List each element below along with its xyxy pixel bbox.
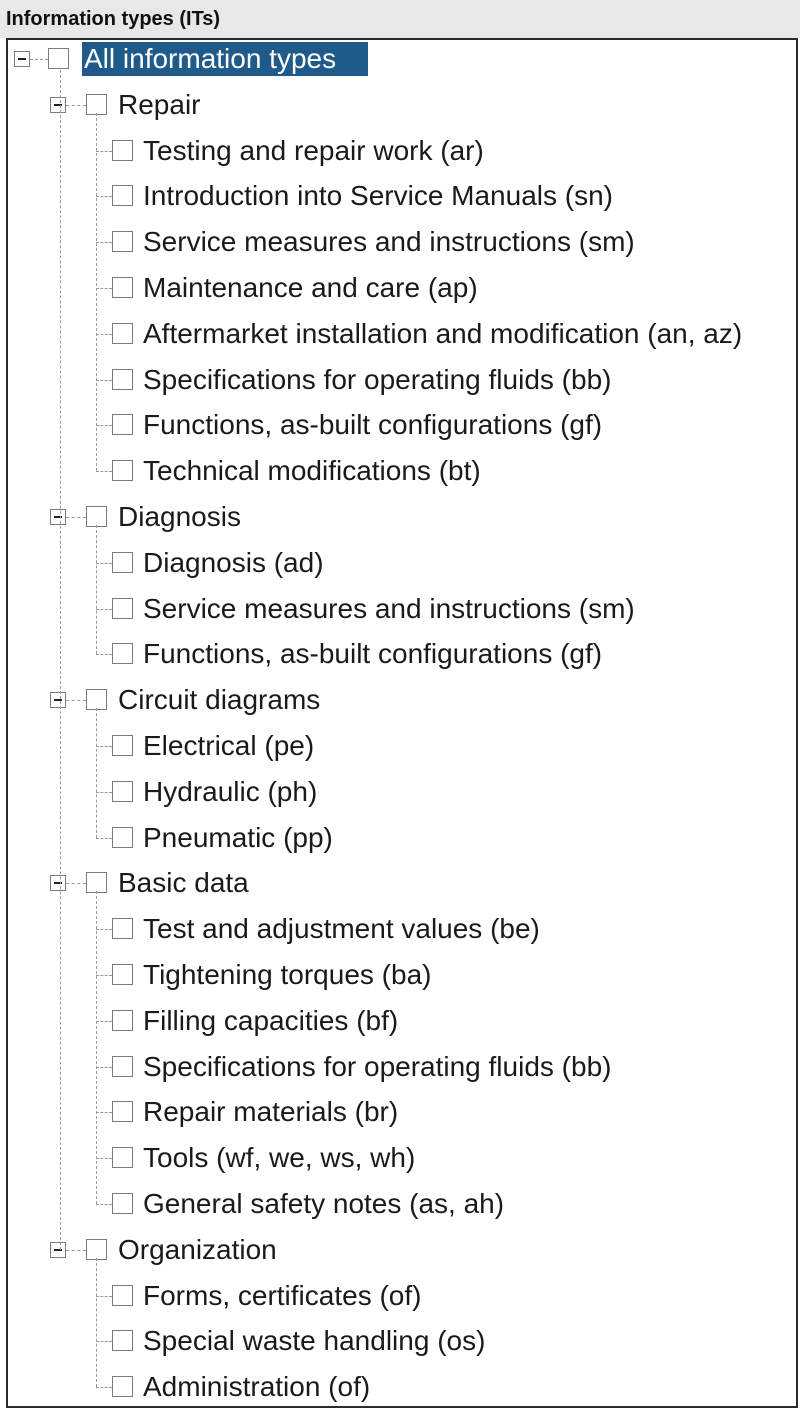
leaf-checkbox[interactable] [112,323,133,344]
tree-leaf-label[interactable]: Diagnosis (ad) [143,546,324,578]
tree-connector [96,1387,112,1388]
leaf-checkbox[interactable] [112,781,133,802]
tree-leaf-label[interactable]: Hydraulic (ph) [143,775,318,807]
panel-title: Information types (ITs) [0,0,800,38]
tree-leaf-label[interactable]: Tightening torques (ba) [143,959,432,990]
tree-connector [30,59,48,60]
tree-connector [96,1021,112,1022]
tree-leaf-label[interactable]: Administration (of) [143,1371,371,1403]
leaf-checkbox[interactable] [112,1010,133,1031]
tree-connector [96,151,112,152]
group-collapse-toggle-icon[interactable] [50,875,66,891]
all-information-types-checkbox[interactable] [48,48,69,69]
leaf-checkbox[interactable] [112,964,133,985]
tree-connector [96,975,112,976]
tree-connector [96,113,97,471]
tree-connector [96,1296,112,1297]
tree-leaf-label[interactable]: General safety notes (as, ah) [143,1188,505,1219]
tree-connector [96,242,112,243]
tree-leaf-label[interactable]: Functions, as-built configurations (gf) [143,409,603,441]
leaf-checkbox[interactable] [112,1147,133,1168]
tree-group-label[interactable]: Basic data [118,867,249,899]
tree-connector [66,700,86,701]
leaf-checkbox[interactable] [112,552,133,573]
tree-connector [96,471,112,472]
leaf-checkbox[interactable] [112,1101,133,1122]
leaf-checkbox[interactable] [112,185,133,206]
tree-connector [96,746,112,747]
leaf-checkbox[interactable] [112,1285,133,1306]
leaf-checkbox[interactable] [112,1376,133,1397]
tree-leaf-label[interactable]: Technical modifications (bt) [143,455,481,487]
tree-connector [96,196,112,197]
tree-connector [96,1341,112,1342]
tree-connector [96,929,112,930]
collapse-all-toggle-icon[interactable] [14,51,30,67]
leaf-checkbox[interactable] [112,827,133,848]
leaf-checkbox[interactable] [112,231,133,252]
tree-leaf-label[interactable]: Specifications for operating fluids (bb) [143,363,612,395]
tree-connector [96,654,112,655]
leaf-checkbox[interactable] [112,414,133,435]
leaf-checkbox[interactable] [112,918,133,939]
tree-connector [96,1112,112,1113]
tree-connector [96,1158,112,1159]
tree-connector [96,609,112,610]
leaf-checkbox[interactable] [112,643,133,664]
leaf-checkbox[interactable] [112,598,133,619]
tree-connector [66,105,86,106]
tree-connector [96,334,112,335]
tree-leaf-label[interactable]: Functions, as-built configurations (gf) [143,638,603,670]
tree-connector [96,1258,97,1387]
leaf-checkbox[interactable] [112,735,133,756]
group-collapse-toggle-icon[interactable] [50,97,66,113]
group-collapse-toggle-icon[interactable] [50,509,66,525]
tree-leaf-label[interactable]: Special waste handling (os) [143,1325,486,1357]
tree-leaf-label[interactable]: Introduction into Service Manuals (sn) [143,180,613,212]
tree-leaf-label[interactable]: Aftermarket installation and modification (an, az) [143,317,743,349]
tree-group-label[interactable]: Circuit diagrams [118,684,321,716]
group-checkbox[interactable] [86,872,107,893]
tree-leaf-label[interactable]: Test and adjustment values (be) [143,913,540,945]
tree-leaf-label[interactable]: Electrical (pe) [143,730,315,761]
tree-leaf-label[interactable]: Pneumatic (pp) [143,821,333,853]
group-collapse-toggle-icon[interactable] [50,1242,66,1258]
tree-connector [96,708,97,837]
tree-connector [66,1250,86,1251]
tree-connector [96,838,112,839]
group-checkbox[interactable] [86,506,107,527]
leaf-checkbox[interactable] [112,1056,133,1077]
tree-leaf-label[interactable]: Service measures and instructions (sm) [143,592,635,624]
tree-connector [96,1204,112,1205]
tree-group-label[interactable]: Organization [118,1233,277,1265]
leaf-checkbox[interactable] [112,369,133,390]
tree-connector [60,70,61,1250]
tree-leaf-label[interactable]: Repair materials (br) [143,1096,399,1128]
tree-connector [96,288,112,289]
group-checkbox[interactable] [86,689,107,710]
group-checkbox[interactable] [86,94,107,115]
leaf-checkbox[interactable] [112,140,133,161]
tree-connector [96,563,112,564]
tree-connector [96,525,97,654]
all-information-types-label[interactable]: All information types [82,42,368,76]
leaf-checkbox[interactable] [112,1193,133,1214]
tree-leaf-label[interactable]: Filling capacities (bf) [143,1004,399,1036]
leaf-checkbox[interactable] [112,460,133,481]
group-collapse-toggle-icon[interactable] [50,692,66,708]
tree-leaf-label[interactable]: Testing and repair work (ar) [143,134,484,166]
tree-connector [96,380,112,381]
information-types-tree[interactable] [6,38,798,1408]
tree-connector [96,425,112,426]
tree-connector [96,792,112,793]
leaf-checkbox[interactable] [112,277,133,298]
tree-connector [96,1067,112,1068]
tree-leaf-label[interactable]: Tools (wf, we, ws, wh) [143,1142,416,1174]
tree-leaf-label[interactable]: Forms, certificates (of) [143,1279,422,1311]
tree-leaf-label[interactable]: Maintenance and care (ap) [143,272,478,303]
tree-group-label[interactable]: Repair [118,88,201,120]
tree-connector [66,883,86,884]
tree-connector [96,891,97,1204]
tree-group-label[interactable]: Diagnosis [118,501,241,532]
leaf-checkbox[interactable] [112,1330,133,1351]
tree-leaf-label[interactable]: Specifications for operating fluids (bb) [143,1050,612,1082]
tree-connector [66,517,86,518]
tree-leaf-label[interactable]: Service measures and instructions (sm) [143,226,635,258]
group-checkbox[interactable] [86,1239,107,1260]
